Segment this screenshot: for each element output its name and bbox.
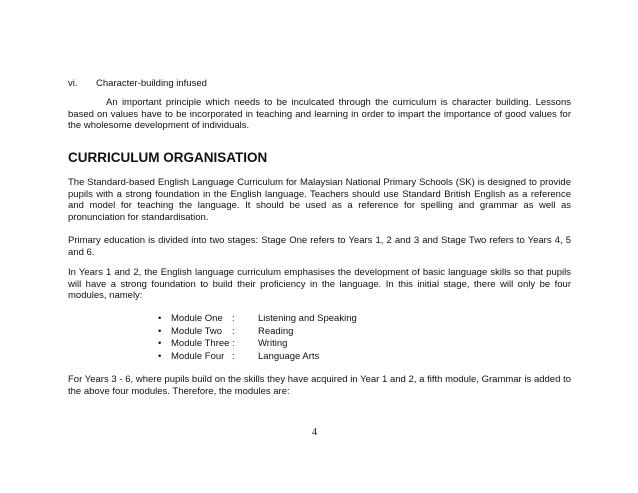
module-skill: Language Arts	[258, 350, 320, 362]
module-name: Module Four	[171, 350, 225, 362]
module-separator: :	[232, 338, 235, 350]
module-separator: :	[232, 325, 235, 337]
module-name: Module One	[171, 313, 223, 324]
section-heading: CURRICULUM ORGANISATION	[68, 150, 268, 165]
paragraph-stages: Primary education is divided into two stages: Stage One refers to Years 1, 2 and 3 and Stage Two refers to Years 4, 5 and 6.	[68, 235, 571, 258]
paragraph-curriculum-design: The Standard-based English Language Curriculum for Malaysian National Primary Schools (SK) is designed to provide pupils with a strong foundation in the English language. Teachers should use Standard British English as a reference and model for teaching the language. It should be used as a reference for spelling and grammar as well as pronunciation for standardisation.	[68, 177, 571, 223]
module-name: Module Two	[171, 325, 223, 337]
item-body-text: An important principle which needs to be inculcated through the curriculum is character building. Lessons based on values have to be incorporated in teaching and learning in order to impart the importance of good values for the wholesome development of individuals.	[68, 97, 571, 132]
item-heading	[68, 78, 207, 90]
bullet-icon: •	[158, 325, 162, 337]
item-body-paragraph	[68, 97, 571, 132]
page-number: 4	[312, 427, 317, 438]
bullet-icon: •	[158, 338, 162, 350]
paragraph-years-1-2: In Years 1 and 2, the English language curriculum emphasises the development of basic language skills so that pupils will have a strong foundation to build their proficiency in the language. In this initial stage, there will only be four modules, namely:	[68, 267, 571, 302]
item-title: Character-building infused	[96, 78, 207, 89]
module-skill: Listening and Speaking	[258, 313, 357, 324]
module-separator: :	[232, 350, 235, 362]
bullet-icon: •	[158, 350, 162, 362]
bullet-icon: •	[158, 313, 162, 324]
module-separator: :	[232, 313, 235, 324]
item-number: vi.	[68, 78, 78, 89]
module-name: Module Three	[171, 338, 230, 350]
module-skill: Writing	[258, 338, 288, 350]
paragraph-years-3-6: For Years 3 - 6, where pupils build on the skills they have acquired in Year 1 and 2, a fifth module, Grammar is added to the above four modules. Therefore, the modules are:	[68, 374, 571, 397]
module-skill: Reading	[258, 325, 294, 337]
